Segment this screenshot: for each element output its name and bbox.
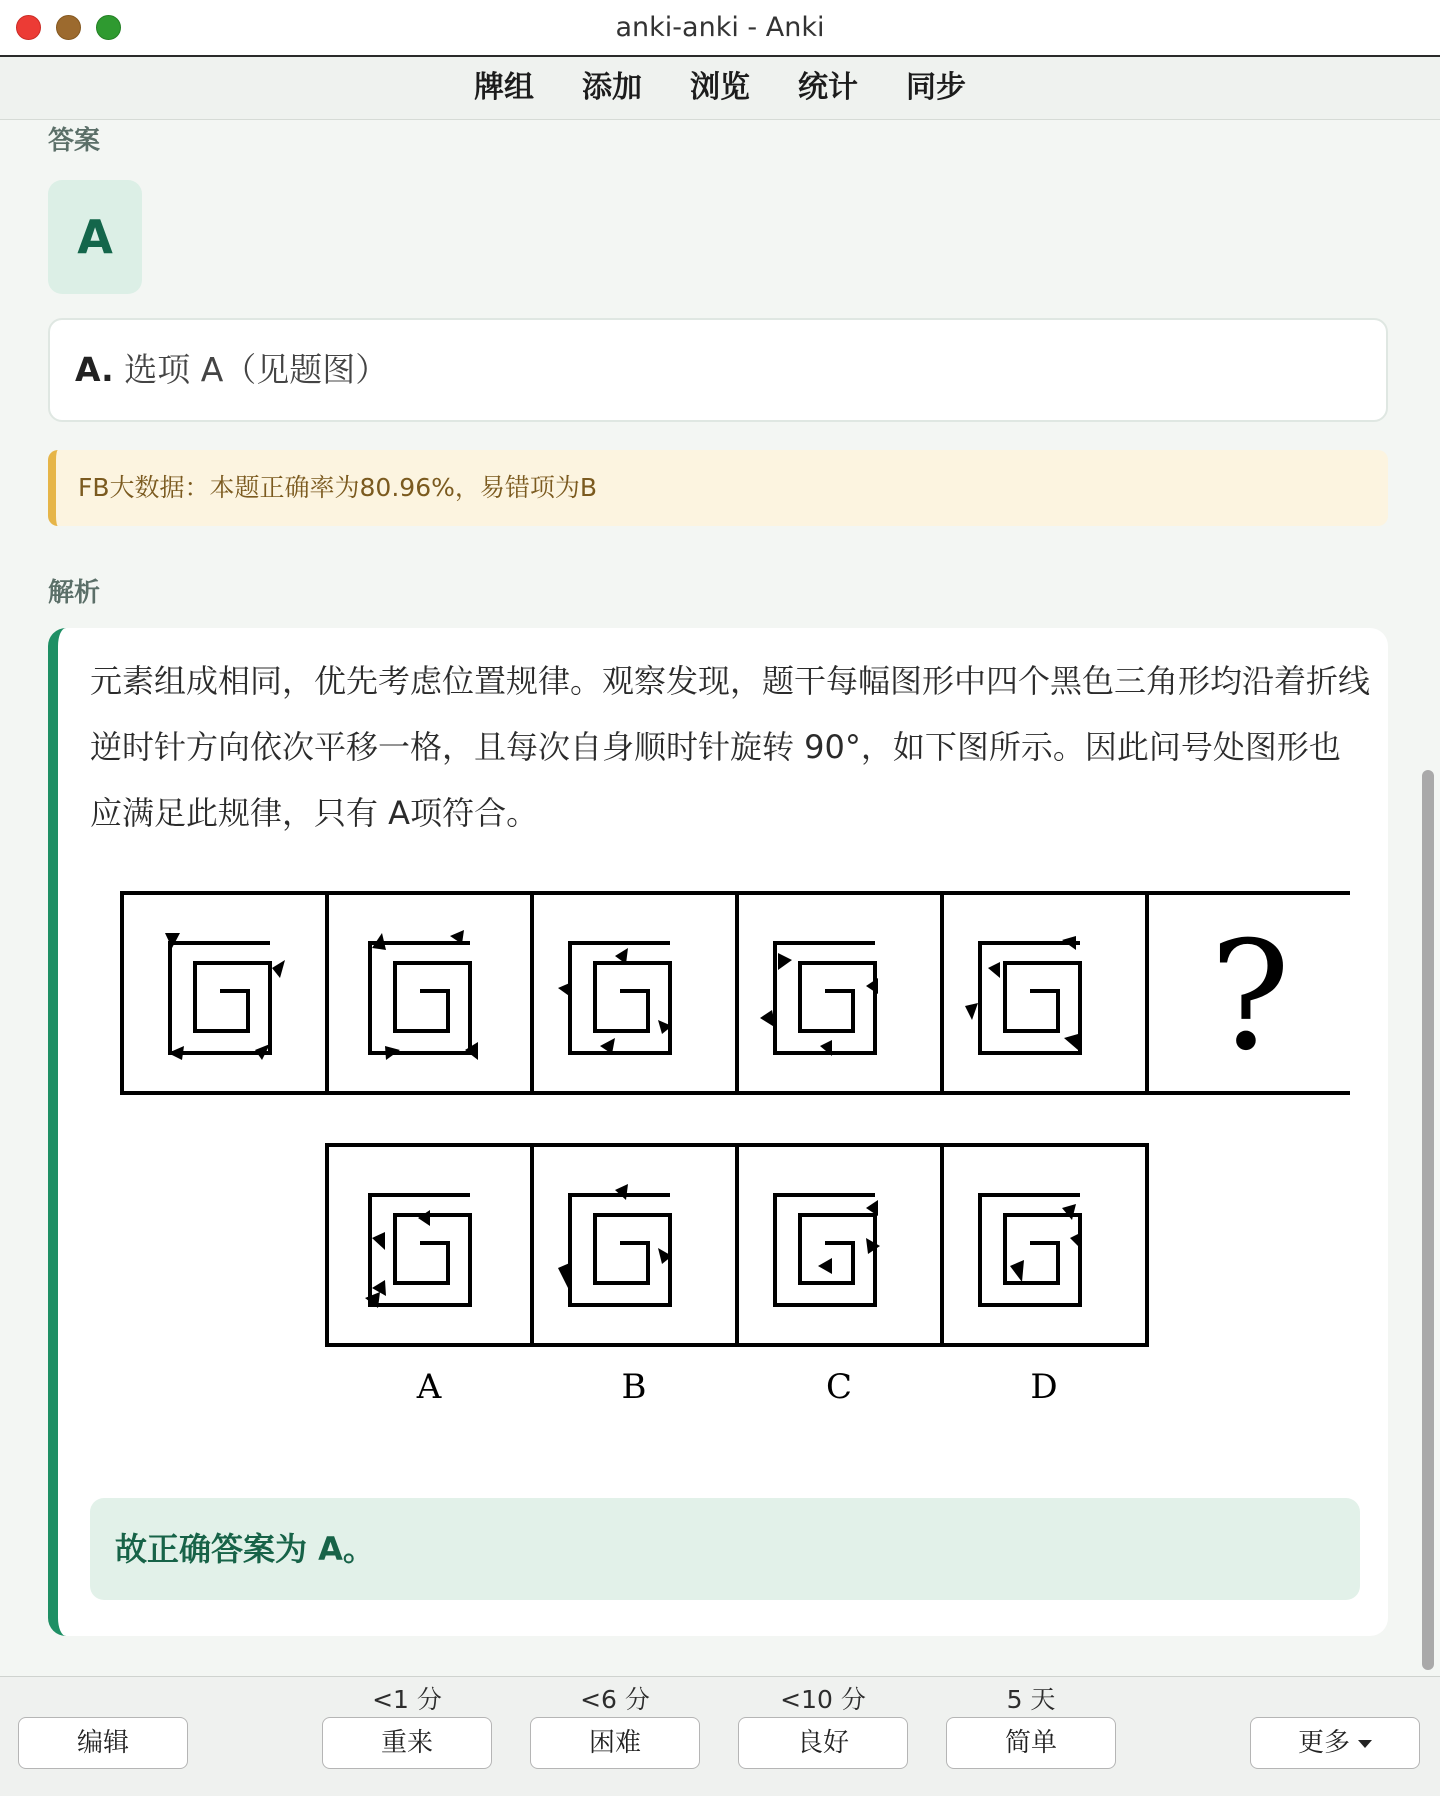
- toolbar-browse[interactable]: 浏览: [690, 70, 750, 105]
- option-label-c: C: [825, 1367, 853, 1407]
- question-mark: ?: [1209, 910, 1291, 1084]
- more-label: 更多: [1297, 1728, 1350, 1758]
- question-panel-5: [965, 936, 1080, 1053]
- toolbar-add[interactable]: 添加: [582, 70, 642, 105]
- interval-easy: 5 天: [1006, 1685, 1056, 1714]
- easy-button[interactable]: 简单: [946, 1717, 1116, 1769]
- more-button[interactable]: [1250, 1717, 1420, 1769]
- window-title: anki-anki - Anki: [615, 12, 825, 43]
- question-panel-2: [370, 930, 478, 1060]
- answer-option: [48, 318, 1388, 422]
- question-panel-3: [558, 943, 672, 1054]
- content-scrollbar[interactable]: [1422, 770, 1434, 1670]
- edit-button[interactable]: 编辑: [18, 1717, 188, 1769]
- analysis-section-label: 解析: [48, 578, 101, 608]
- toolbar-sync[interactable]: 同步: [906, 70, 966, 105]
- interval-good: <10 分: [780, 1685, 866, 1714]
- answer-badge: A: [48, 180, 142, 294]
- answer-section-label: 答案: [48, 126, 101, 156]
- conclusion-note: 故正确答案为 A。: [90, 1498, 1360, 1600]
- good-button[interactable]: 良好: [738, 1717, 908, 1769]
- title-bar: [0, 0, 1440, 57]
- option-panel-c: [775, 1195, 880, 1305]
- caret-down-icon: [1358, 1740, 1372, 1748]
- question-panel-4: [760, 943, 878, 1056]
- hard-button[interactable]: 困难: [530, 1717, 700, 1769]
- option-letter: A.: [75, 350, 114, 389]
- option-label-d: D: [1030, 1367, 1058, 1407]
- again-button[interactable]: 重来: [322, 1717, 492, 1769]
- toolbar-decks[interactable]: 牌组: [474, 70, 534, 105]
- puzzle-figure: [110, 878, 1350, 1438]
- main-toolbar: [0, 57, 1440, 120]
- option-panel-a: [365, 1195, 470, 1308]
- analysis-card: [48, 628, 1388, 1636]
- interval-again: <1 分: [372, 1685, 442, 1714]
- review-bar: [0, 1676, 1440, 1796]
- option-panel-b: [558, 1184, 672, 1305]
- question-panel-1: [165, 933, 285, 1060]
- stats-note: FB大数据：本题正确率为80.96%，易错项为B: [48, 450, 1388, 526]
- option-text: 选项 A（见题图）: [124, 350, 389, 389]
- card-content: [0, 120, 1420, 1675]
- analysis-text: 元素组成相同，优先考虑位置规律。观察发现，题干每幅图形中四个黑色三角形均沿着折线逆时针方向依次平移一格，且每次自身顺时针旋转 90°，如下图所示。因此问号处图形也应满足此规律，只有 A项符合。: [90, 662, 1371, 832]
- toolbar-stats[interactable]: 统计: [798, 70, 858, 105]
- option-panel-d: [980, 1195, 1082, 1305]
- interval-hard: <6 分: [580, 1685, 650, 1714]
- option-label-a: A: [416, 1367, 442, 1407]
- option-label-b: B: [621, 1367, 647, 1407]
